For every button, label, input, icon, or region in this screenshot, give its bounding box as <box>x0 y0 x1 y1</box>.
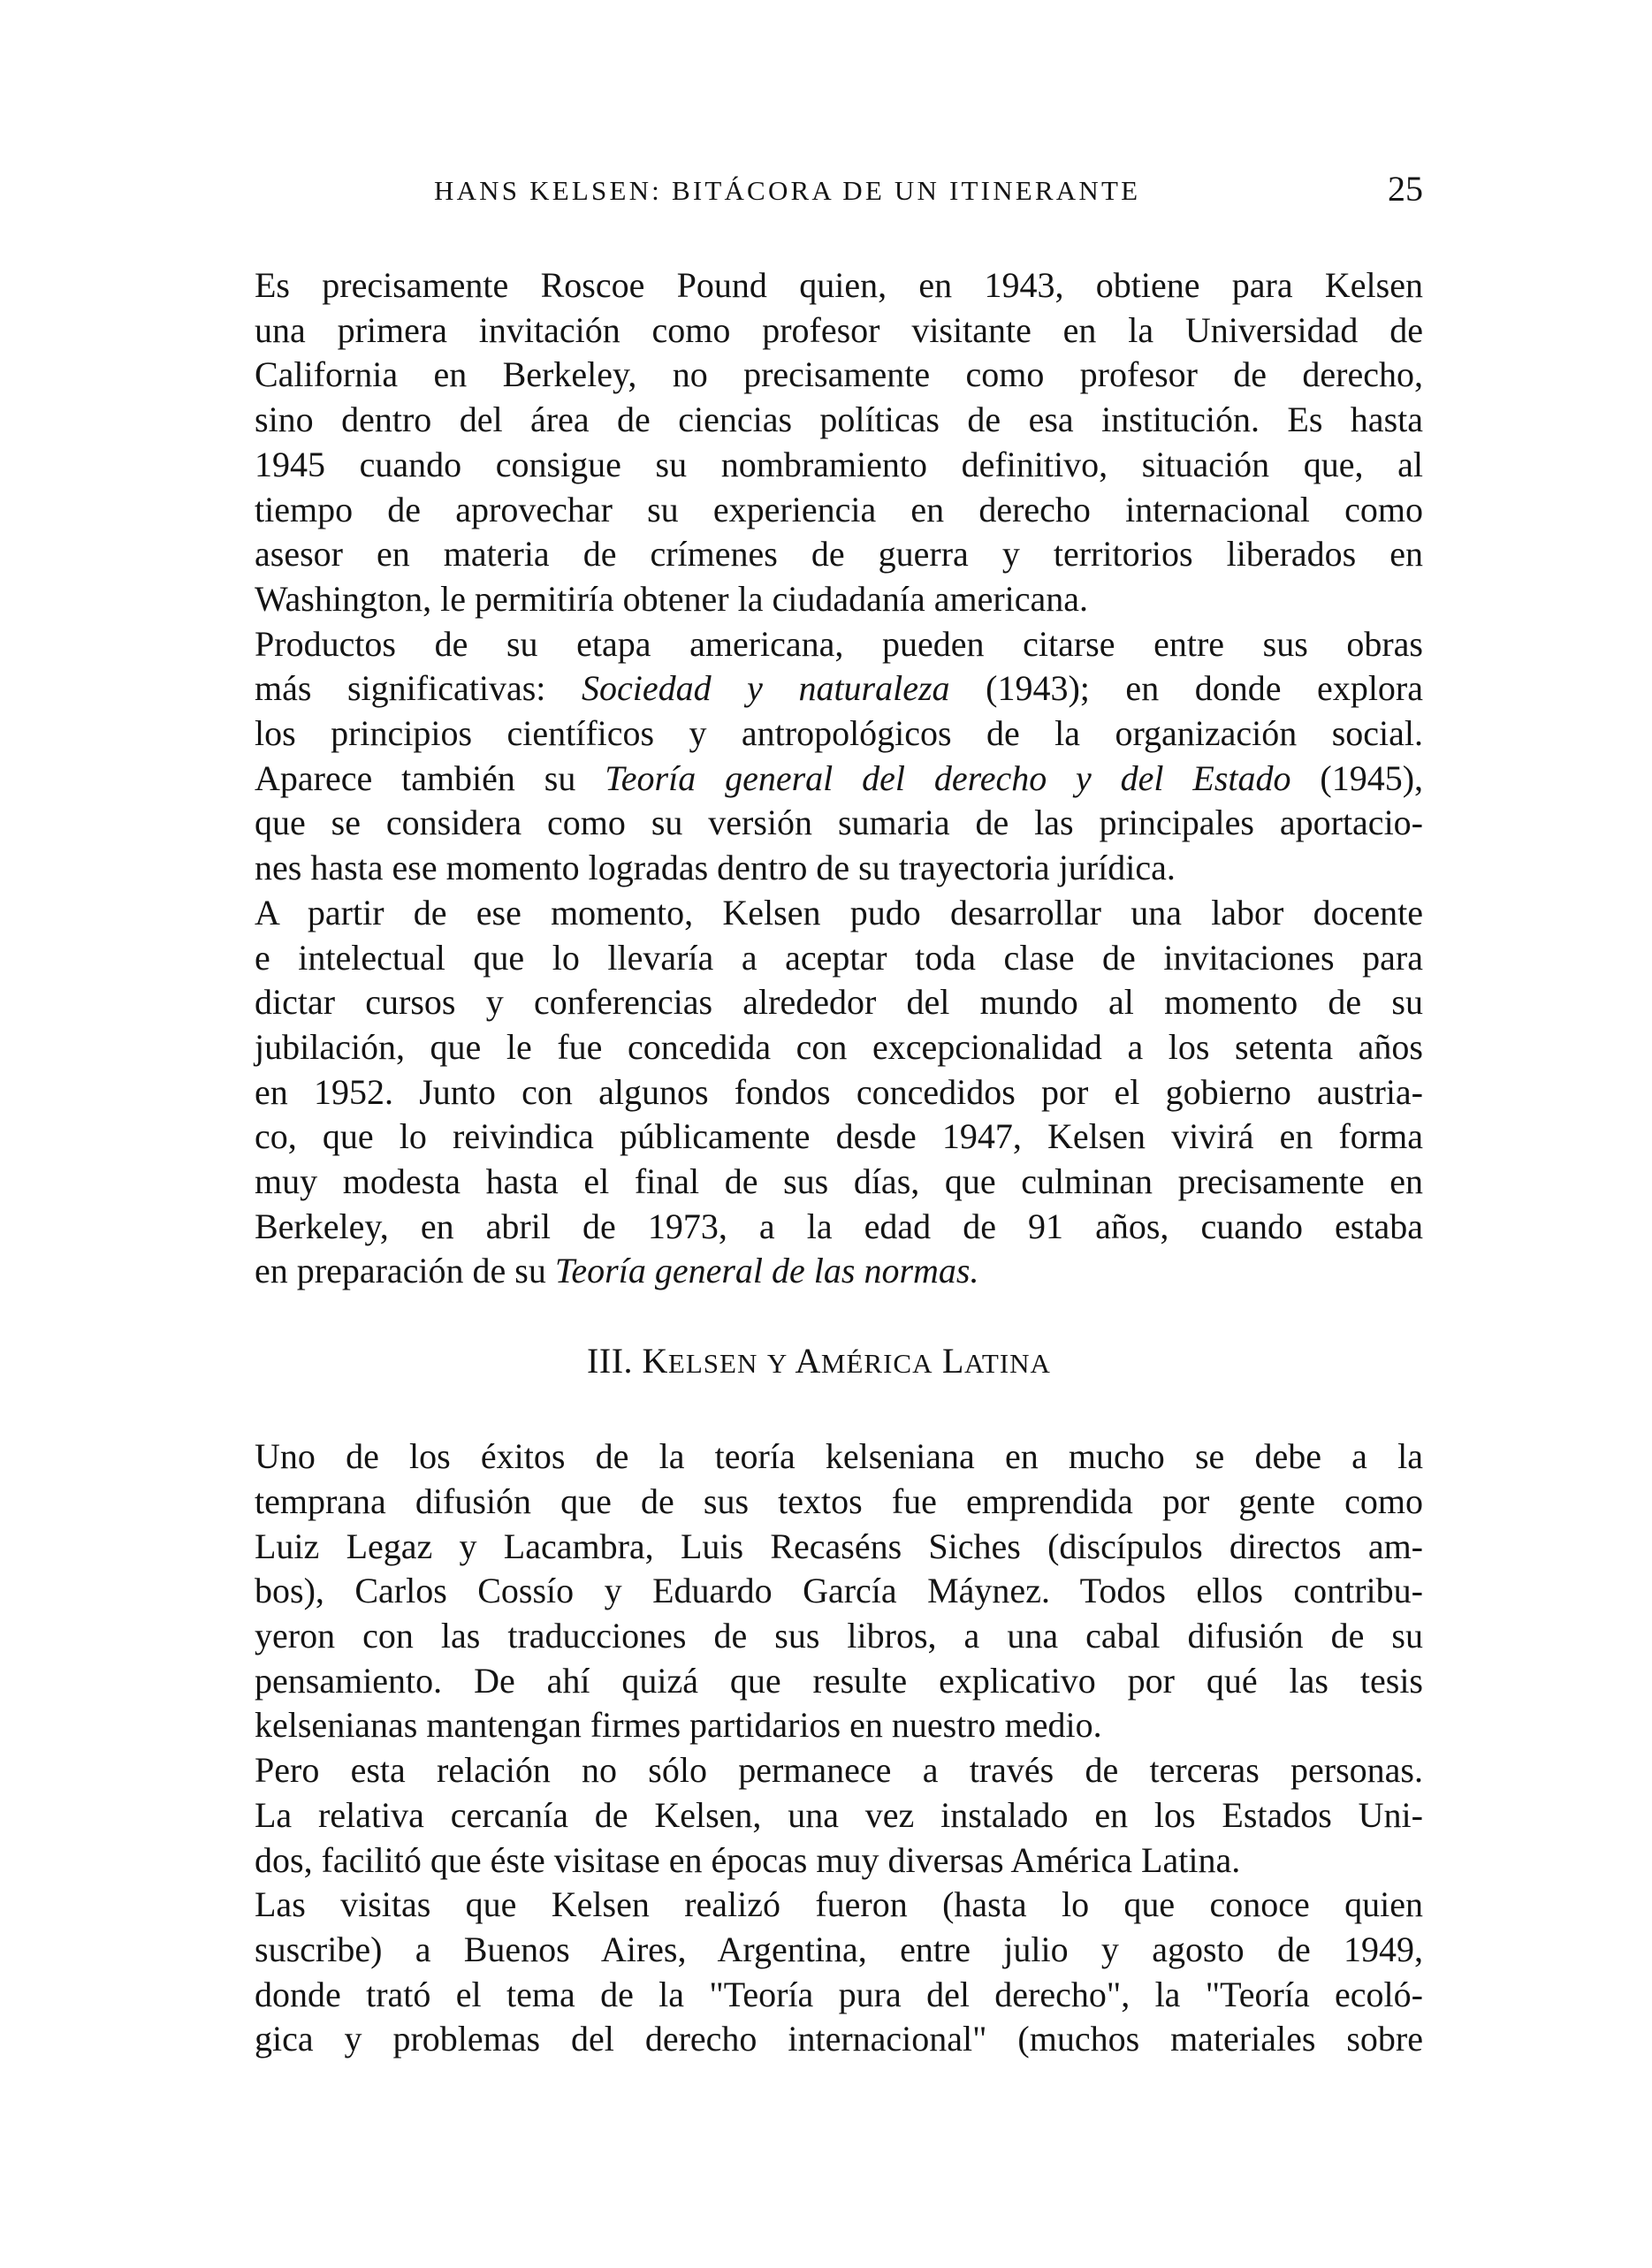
text-line: Es precisamente Roscoe Pound quien, en 1943, obtiene para Kelsen <box>255 265 1423 305</box>
paragraph-labor-docente <box>215 891 1423 1294</box>
small-caps-rest: MÉRICA <box>820 1348 933 1380</box>
text-line: Berkeley, en abril de 1973, a la edad de 91 años, cuando estaba <box>255 1206 1423 1246</box>
small-caps-initial: K <box>642 1341 668 1381</box>
text-line: una primera invitación como profesor visitante en la Universidad de <box>255 309 1423 350</box>
text-line: que se considera como su versión sumaria de las principales aportacio- <box>255 803 1423 843</box>
text-line: gica y problemas del derecho internacional" (muchos materiales sobre <box>255 2019 1423 2059</box>
book-title-teoria-general-de-las-normas: Teoría general de las normas. <box>554 1251 979 1291</box>
text-run: (1943); en donde explora <box>949 668 1423 709</box>
text-line: La relativa cercanía de Kelsen, una vez instalado en los Estados Uni- <box>255 1794 1423 1835</box>
text-run: en preparación de su <box>255 1251 555 1291</box>
text-line: Washington, le permitiría obtener la ciudadanía americana. <box>255 578 1089 619</box>
text-line: suscribe) a Buenos Aires, Argentina, entre julio y agosto de 1949, <box>255 1929 1423 1969</box>
text-run: más significativas: <box>255 668 582 709</box>
text-run: Aparece también su <box>255 757 605 798</box>
running-head <box>215 168 1423 221</box>
page-number: 25 <box>1388 169 1423 209</box>
text-line: Productos de su etapa americana, pueden citarse entre sus obras <box>255 623 1423 664</box>
text-line: pensamiento. De ahí quizá que resulte explicativo por qué las tesis <box>255 1660 1423 1701</box>
text-line: tiempo de aprovechar su experiencia en derecho internacional como <box>255 489 1423 529</box>
section-word-y: Y <box>766 1348 788 1380</box>
running-title: HANS KELSEN: BITÁCORA DE UN ITINERANTE <box>434 175 1141 206</box>
text-line: kelsenianas mantengan firmes partidarios en nuestro medio. <box>255 1705 1102 1746</box>
book-title-sociedad-y-naturaleza: Sociedad y naturaleza <box>581 668 950 709</box>
section-word-kelsen <box>643 1341 758 1381</box>
small-caps-initial: A <box>795 1341 821 1381</box>
section-word-latina <box>942 1341 1051 1381</box>
text-line: los principios científicos y antropológicos de la organización social. <box>255 713 1423 754</box>
text-run: (1945), <box>1290 757 1424 798</box>
section-numeral: III. <box>587 1341 634 1381</box>
text-line: Uno de los éxitos de la teoría kelseniana en mucho se debe a la <box>255 1436 1423 1477</box>
text-line: A partir de ese momento, Kelsen pudo desarrollar una labor docente <box>255 892 1423 932</box>
paragraph-relacion <box>215 1748 1423 1883</box>
section-word-america <box>796 1341 933 1381</box>
book-title-teoria-general-del-derecho: Teoría general del derecho y del Estado <box>605 757 1291 798</box>
small-caps-rest: ATINA <box>963 1348 1051 1380</box>
text-line: Luiz Legaz y Lacambra, Luis Recaséns Siches (discípulos directos am- <box>255 1526 1423 1566</box>
text-line: Las visitas que Kelsen realizó fueron (hasta lo que conoce quien <box>255 1884 1423 1925</box>
text-line: donde trató el tema de la "Teoría pura del derecho", la "Teoría ecoló- <box>255 1974 1423 2014</box>
text-line: dos, facilitó que éste visitase en épocas muy diversas América Latina. <box>255 1839 1241 1880</box>
text-line: e intelectual que lo llevaría a aceptar toda clase de invitaciones para <box>255 937 1423 978</box>
text-line: asesor en materia de crímenes de guerra y territorios liberados en <box>255 534 1423 575</box>
text-line: temprana difusión que de sus textos fue emprendida por gente como <box>255 1480 1423 1521</box>
paragraph-difusion <box>215 1435 1423 1748</box>
text-line: muy modesta hasta el final de sus días, que culminan precisamente en <box>255 1161 1423 1202</box>
paragraph-etapa-americana <box>215 622 1423 891</box>
text-line: dictar cursos y conferencias alrededor del mundo al momento de su <box>255 982 1423 1023</box>
body-text <box>215 263 1423 2062</box>
text-line <box>215 666 1423 712</box>
text-line <box>215 1249 1423 1294</box>
text-line: California en Berkeley, no precisamente como profesor de derecho, <box>255 354 1423 395</box>
small-caps-rest: ELSEN <box>667 1348 758 1380</box>
text-line: en 1952. Junto con algunos fondos concedidos por el gobierno austria- <box>255 1071 1423 1112</box>
text-line: yeron con las traducciones de sus libros, a una cabal difusión de su <box>255 1615 1423 1655</box>
section-heading <box>215 1340 1423 1381</box>
text-line: bos), Carlos Cossío y Eduardo García Máynez. Todos ellos contribu- <box>255 1571 1423 1611</box>
text-line: co, que lo reivindica públicamente desde 1947, Kelsen vivirá en forma <box>255 1116 1423 1157</box>
small-caps-initial: L <box>942 1341 964 1381</box>
paragraph-visitas <box>215 1883 1423 2062</box>
text-line: Pero esta relación no sólo permanece a través de terceras personas. <box>255 1750 1423 1791</box>
paragraph-roscoe-pound <box>215 263 1423 622</box>
text-line: nes hasta ese momento logradas dentro de su trayectoria jurídica. <box>255 848 1176 888</box>
text-line <box>215 757 1423 802</box>
text-line: sino dentro del área de ciencias políticas de esa institución. Es hasta <box>255 400 1423 440</box>
book-page <box>215 168 1423 2062</box>
text-line: 1945 cuando consigue su nombramiento definitivo, situación que, al <box>255 444 1423 484</box>
text-line: jubilación, que le fue concedida con excepcionalidad a los setenta años <box>255 1026 1423 1067</box>
